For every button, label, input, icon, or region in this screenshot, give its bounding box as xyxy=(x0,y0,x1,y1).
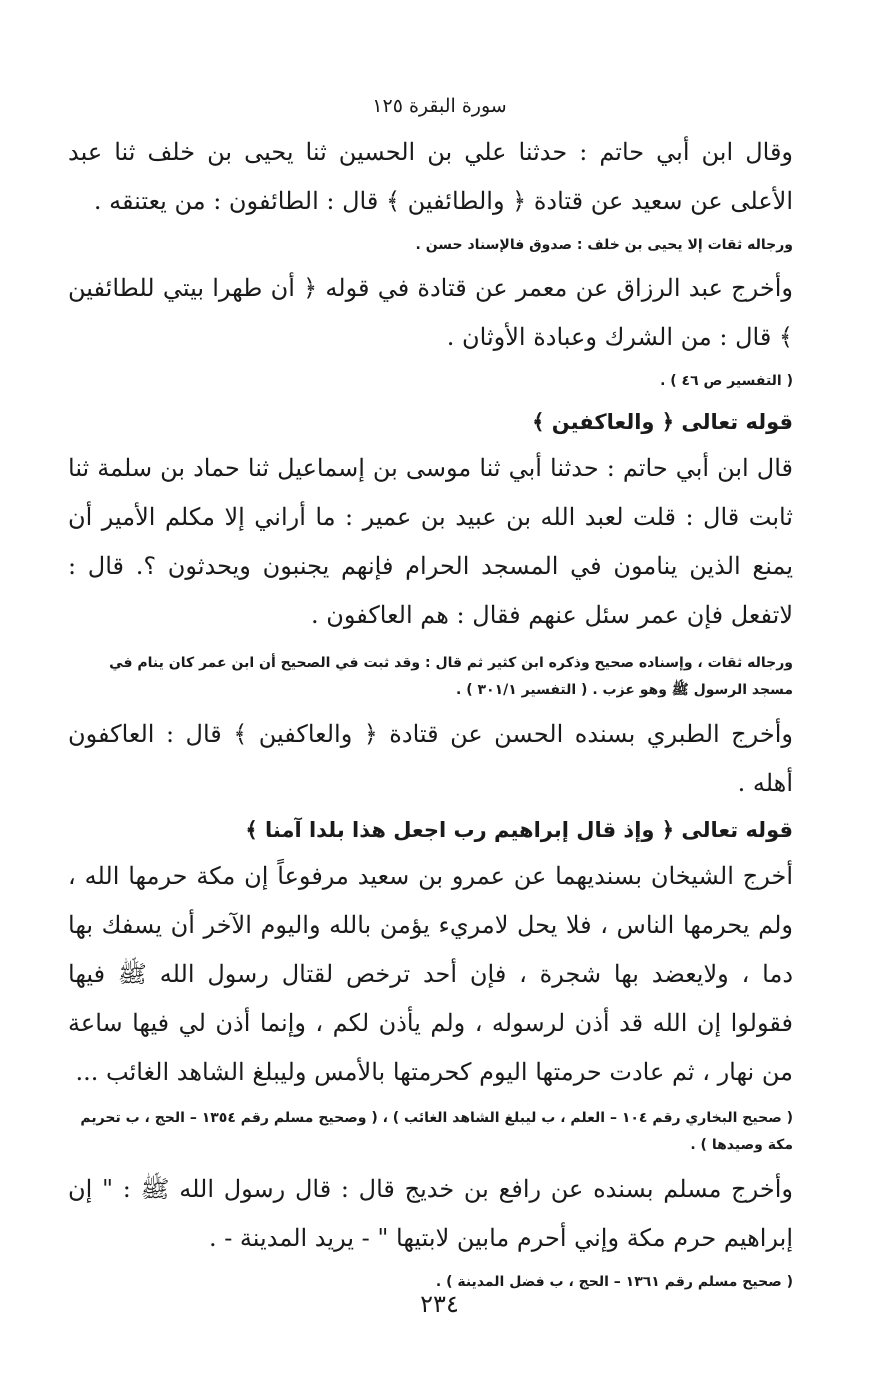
footnote: ( صحيح مسلم رقم ١٣٦١ – الحج ، ب فضل المدينة ) . xyxy=(435,1274,793,1290)
footnote: ورجاله ثقات إلا يحيى بن خلف : صدوق فالإسناد حسن . xyxy=(415,237,793,253)
paragraph: أخرج الشيخان بسنديهما عن عمرو بن سعيد مرفوعاً إن مكة حرمها الله ، ولم يحرمها الناس ، فلا يحل لامريء يؤمن بالله واليوم الآخر أن يسفك بها دما ، ولايعضد بها شجرة ، فإن أحد ترخص لقتال رسول الله ﷺ فيها فقولوا إن الله قد أذن لرسوله ، ولم يأذن لكم ، وإنما أذن لي فيها ساعة من نهار ، ثم عادت حرمتها اليوم كحرمتها بالأمس وليبلغ الشاهد الغائب ... xyxy=(68,862,793,1086)
page-number: ٢٣٤ xyxy=(420,1290,459,1318)
paragraph: وأخرج مسلم بسنده عن رافع بن خديج قال : قال رسول الله ﷺ : " إن إبراهيم حرم مكة وإني أحرم مابين لابتيها " - يريد المدينة - . xyxy=(68,1175,793,1252)
paragraph: وقال ابن أبي حاتم : حدثنا علي بن الحسين ثنا يحيى بن خلف ثنا عبد الأعلى عن سعيد عن قتادة ﴿ والطائفين ﴾ قال : الطائفون : من يعتنقه . xyxy=(68,138,794,215)
footnote: ( التفسير ص ٤٦ ) . xyxy=(660,373,793,389)
paragraph: وأخرج عبد الرزاق عن معمر عن قتادة في قوله ﴿ أن طهرا بيتي للطائفين ﴾ قال : من الشرك وعبادة الأوثان . xyxy=(68,274,793,351)
paragraph: وأخرج الطبري بسنده الحسن عن قتادة ﴿ والعاكفين ﴾ قال : العاكفون أهله . xyxy=(68,720,793,797)
page-header: سورة البقرة ١٢٥ xyxy=(372,95,507,117)
paragraph: قال ابن أبي حاتم : حدثنا أبي ثنا موسى بن إسماعيل ثنا حماد بن سلمة ثنا ثابت قال : قلت لعبد الله بن عبيد بن عمير : ما أراني إلا مكلم الأمير أن يمنع الذين ينامون في المسجد الحرام فإنهم يجنبون ويحدثون ؟. قال : لاتفعل فإن عمر سئل عنهم فقال : هم العاكفون . xyxy=(68,454,793,629)
footnote: ( صحيح البخاري رقم ١٠٤ – العلم ، ب ليبلغ الشاهد الغائب ) ، ( وصحيح مسلم رقم ١٣٥٤ – الحج ، ب تحريم مكة وصيدها ) . xyxy=(80,1110,793,1153)
page-body xyxy=(68,128,793,1301)
section-heading: قوله تعالى ﴿ والعاكفين ﴾ xyxy=(532,410,793,434)
footnote: ورجاله ثقات ، وإسناده صحيح وذكره ابن كثير ثم قال : وقد ثبت في الصحيح أن ابن عمر كان ينام في مسجد الرسول ﷺ وهو عزب . ( التفسير ٣٠١/١ ) . xyxy=(109,655,793,698)
section-heading: قوله تعالى ﴿ وإذ قال إبراهيم رب اجعل هذا بلدا آمنا ﴾ xyxy=(245,818,793,842)
